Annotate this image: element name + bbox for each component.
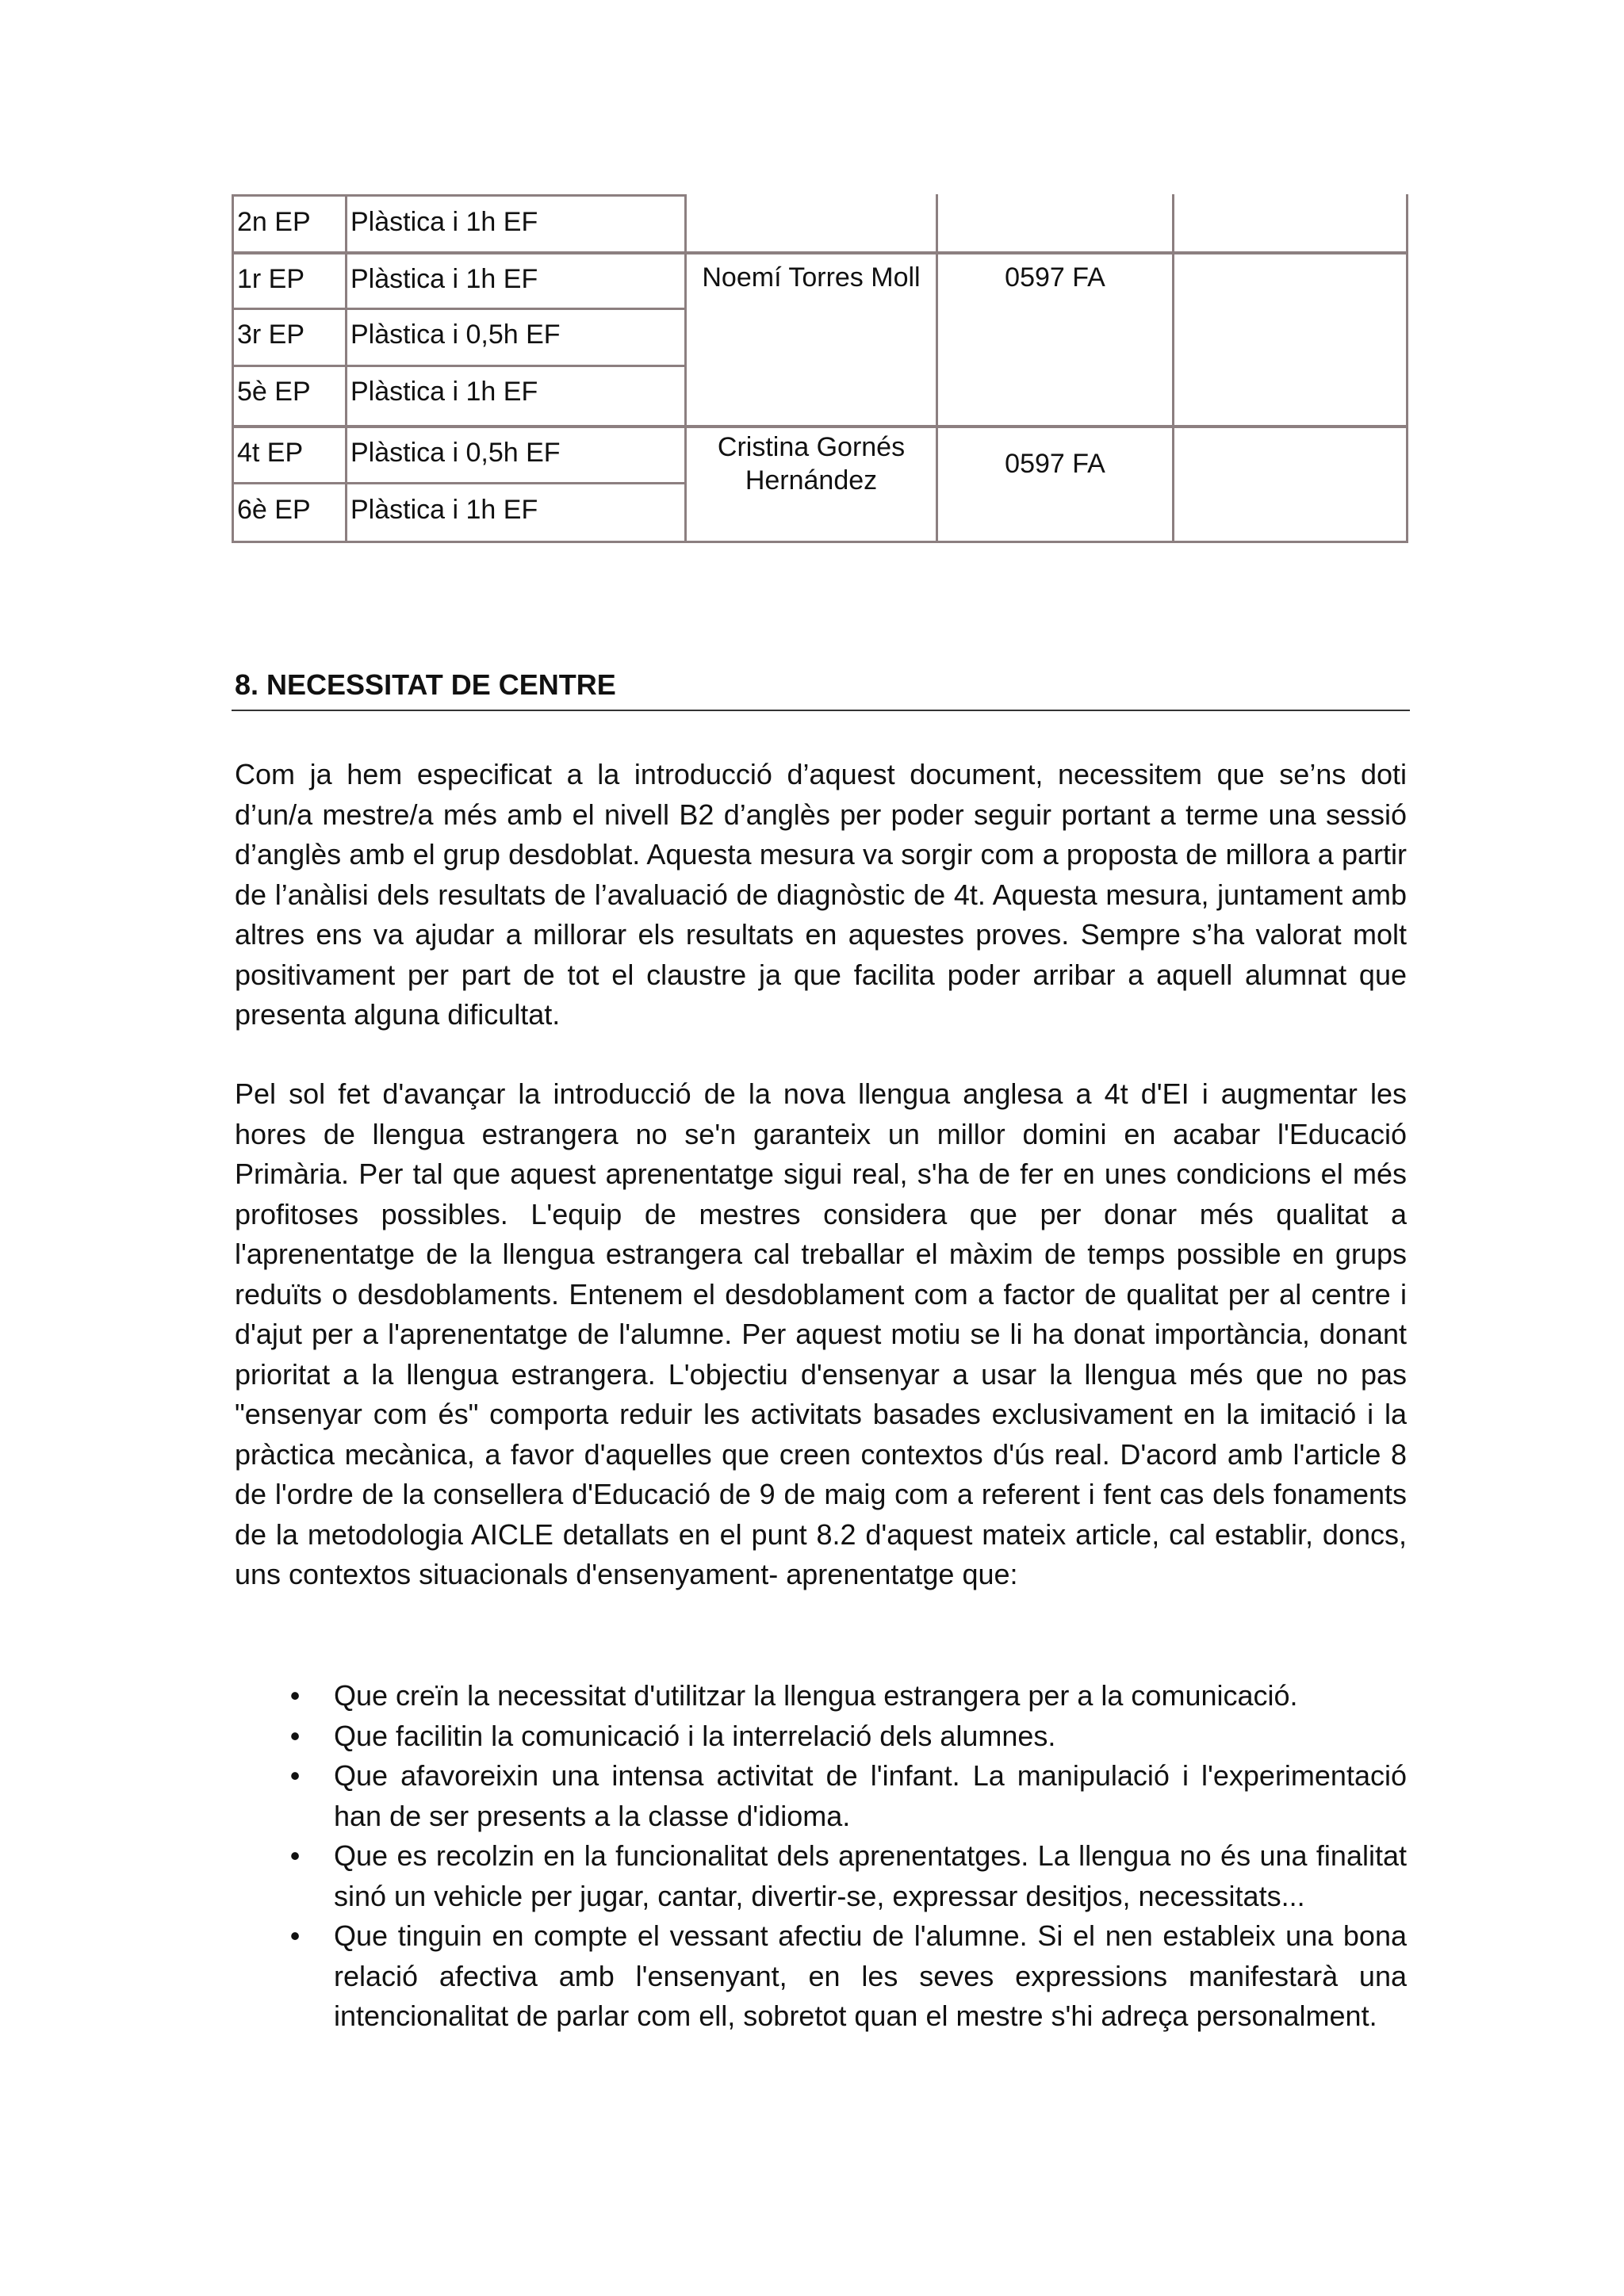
teacher-name-line: Hernández	[745, 465, 878, 496]
table-rule	[232, 541, 1408, 543]
list-item	[0, 1836, 1624, 1916]
teacher-cell: Noemí Torres Moll	[702, 262, 921, 293]
list-item	[0, 1716, 1624, 1757]
bullet-icon: •	[289, 1919, 301, 1952]
course-cell: 3r EP	[237, 320, 305, 350]
list-item-text: Que es recolzin en la funcionalitat dels aprenentatges. La llengua no és una finalitat sinó un vehicle per jugar, cantar, divertir-se, expressar desitjos, necessitats...	[334, 1839, 1407, 1912]
list-item-text: Que tinguin en compte el vessant afectiu de l'alumne. Si el nen estableix una bona relació afectiva amb l'ensenyant, en les seves expressions manifestarà una intencionalitat de parlar com ell, sobretot quan el mestre s'hi adreça personalment.	[334, 1919, 1407, 2032]
course-cell: 4t EP	[237, 438, 304, 468]
course-cell: 6è EP	[237, 495, 311, 525]
paragraph: Pel sol fet d'avançar la introducció de la nova llengua anglesa a 4t d'EI i augmentar les hores de llengua estrangera no se'n garanteix un millor domini en acabar l'Educació Primària. Per tal que aquest aprenentatge sigui real, s'ha de fer en unes condicions el més profitoses possibles. L'equip de mestres considera que per donar més qualitat a l'aprenentatge de la llengua estrangera cal treballar el màxim de temps possible en grups reduïts o desdoblaments. Entenem el desdoblament com a factor de qualitat per al centre i d'ajut per a l'aprenentatge de l'alumne. Per aquest motiu se li ha donat importància, donant prioritat a la llengua estrangera. L'objectiu d'ensenyar a usar la llengua més que no pas "ensenyar com és" comporta reduir les activitats basades exclusivament en la imitació i la pràctica mecànica, a favor d'aquelles que creen contextos d'ús real. D'acord amb l'article 8 de l'ordre de la consellera d'Educació de 9 de maig com a referent i fent cas dels fonaments de la metodologia AICLE detallats en el punt 8.2 d'aquest mateix article, cal establir, doncs, uns contextos situacionals d'ensenyament- aprenentatge que:	[235, 1077, 1407, 1590]
list-item-text: Que afavoreixin una intensa activitat de l'infant. La manipulació i l'experimentació han de ser presents a la classe d'idioma.	[334, 1759, 1407, 1832]
table-rule	[232, 194, 234, 543]
bullet-icon: •	[289, 1679, 301, 1712]
bullet-list	[0, 1676, 1624, 2037]
list-item	[0, 1916, 1624, 2037]
table-rule	[1406, 194, 1408, 543]
subject-cell: Plàstica i 1h EF	[350, 377, 538, 407]
staff-table	[232, 194, 1408, 543]
table-rule	[345, 194, 347, 543]
code-cell: 0597 FA	[1005, 449, 1105, 479]
subject-cell: Plàstica i 0,5h EF	[350, 320, 561, 350]
subject-cell: Plàstica i 1h EF	[350, 264, 538, 294]
course-cell: 2n EP	[237, 207, 311, 237]
section-heading: 8. NECESSITAT DE CENTRE	[235, 668, 616, 701]
table-rule	[232, 308, 685, 310]
table-rule	[232, 482, 685, 484]
list-item	[0, 1756, 1624, 1836]
bullet-icon: •	[289, 1719, 301, 1752]
table-rule	[1172, 194, 1174, 543]
list-item-text: Que facilitin la comunicació i la interrelació dels alumnes.	[334, 1719, 1056, 1752]
table-rule	[232, 194, 685, 197]
list-item	[0, 1676, 1624, 1716]
code-cell: 0597 FA	[1005, 262, 1105, 293]
subject-cell: Plàstica i 0,5h EF	[350, 438, 561, 468]
bullet-icon: •	[289, 1759, 301, 1792]
course-cell: 5è EP	[237, 377, 311, 407]
paragraph: Com ja hem especificat a la introducció d’aquest document, necessitem que se’ns doti d’un/a mestre/a més amb el nivell B2 d’anglès per poder seguir portant a terme una sessió d’anglès amb el grup desdoblat. Aquesta mesura va sorgir com a proposta de millora a partir de l’anàlisi dels resultats de l’avaluació de diagnòstic de 4t. Aquesta mesura, juntament amb altres ens va ajudar a millorar els resultats en aquestes proves. Sempre s’ha valorat molt positivament per part de tot el claustre ja que facilita poder arribar a aquell alumnat que presenta alguna dificultat.	[235, 758, 1407, 1031]
table-rule	[232, 365, 685, 367]
teacher-name-line: Cristina Gornés	[717, 432, 906, 462]
heading-underline	[232, 710, 1410, 711]
subject-cell: Plàstica i 1h EF	[350, 207, 538, 237]
subject-cell: Plàstica i 1h EF	[350, 495, 538, 525]
bullet-icon: •	[289, 1839, 301, 1872]
course-cell: 1r EP	[237, 264, 305, 294]
teacher-cell	[687, 428, 936, 499]
list-item-text: Que creïn la necessitat d'utilitzar la llengua estrangera per a la comunicació.	[334, 1679, 1298, 1712]
